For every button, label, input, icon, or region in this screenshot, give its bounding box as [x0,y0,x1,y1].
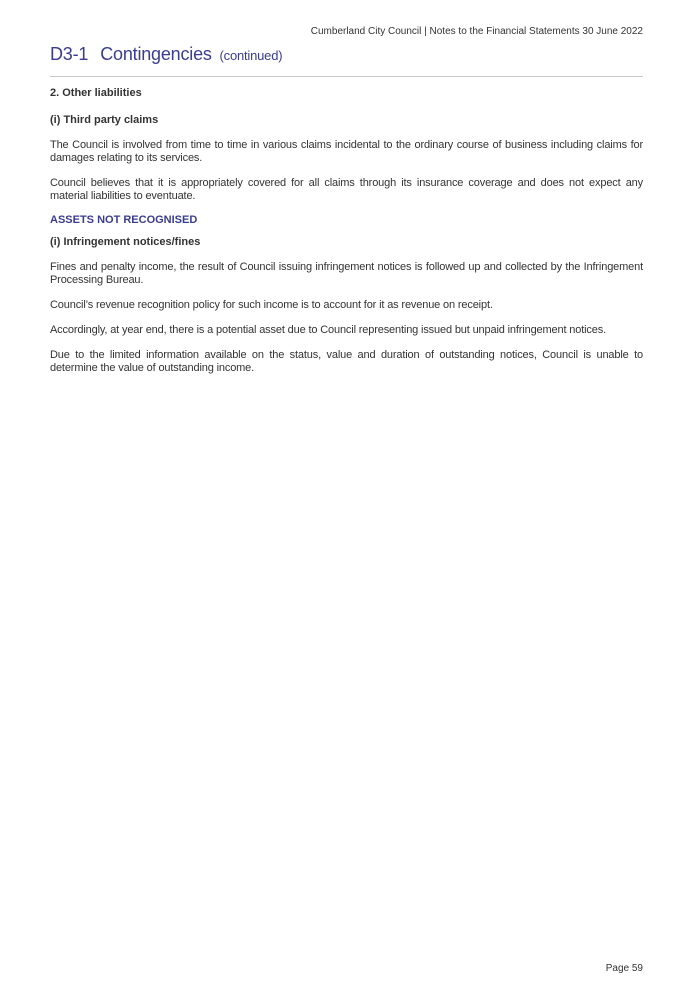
third-party-paragraph-1: The Council is involved from time to time in various claims incidental to the ordinary course of business including claims for damages relating to its services. [50,139,643,164]
infringement-paragraph-3: Accordingly, at year end, there is a potential asset due to Council representing issued but unpaid infringement notices. [50,324,606,336]
third-party-paragraph-2: Council believes that it is appropriately covered for all claims through its insurance coverage and does not expect any material liabilities to eventuate. [50,177,643,202]
infringement-paragraph-4: Due to the limited information available on the status, value and duration of outstanding notices, Council is unable to determine the value of outstanding income. [50,349,643,374]
page-number: Page 59 [605,963,643,974]
page-content [50,87,643,375]
section-name: Contingencies [100,44,212,64]
infringement-heading: (i) Infringement notices/fines [50,236,201,248]
section-title [50,44,282,65]
continued-label: (continued) [219,48,283,63]
third-party-claims-heading: (i) Third party claims [50,114,159,126]
running-header: Cumberland City Council | Notes to the Financial Statements 30 June 2022 [310,26,643,37]
infringement-paragraph-2: Council’s revenue recognition policy for such income is to account for it as revenue on receipt. [50,299,493,311]
header-divider [50,76,643,77]
other-liabilities-heading: 2. Other liabilities [50,87,142,99]
section-number: D3-1 [50,44,89,64]
assets-not-recognised-heading: ASSETS NOT RECOGNISED [50,214,198,226]
infringement-paragraph-1: Fines and penalty income, the result of Council issuing infringement notices is followed up and collected by the Infringement Processing Bureau. [50,261,643,286]
